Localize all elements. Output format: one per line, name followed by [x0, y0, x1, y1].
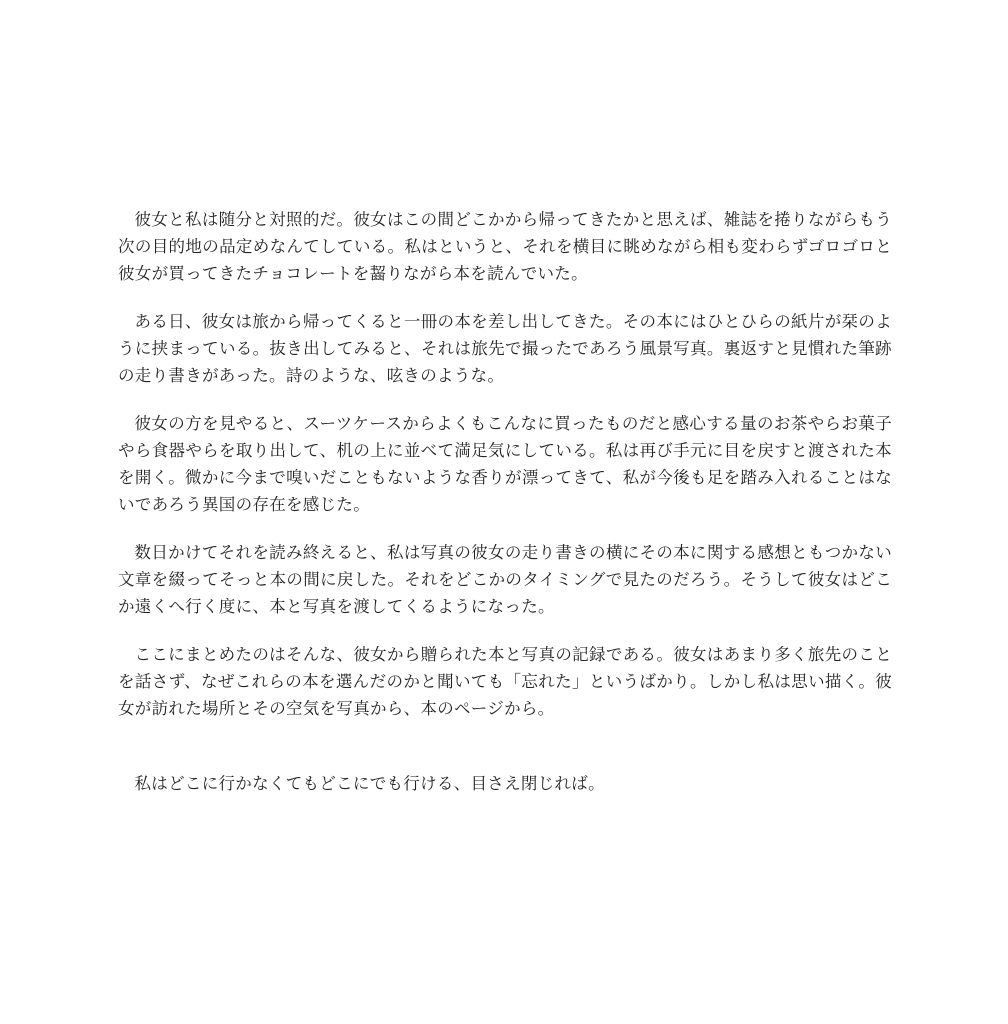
document-body	[118, 206, 892, 818]
paragraph-1: 彼女と私は随分と対照的だ。彼女はこの間どこかから帰ってきたかと思えば、雑誌を捲りながらもう次の目的地の品定めなんてしている。私はというと、それを横目に眺めながら相も変わらずゴロゴロと彼女が買ってきたチョコレートを齧りながら本を読んでいた。	[118, 210, 892, 283]
paragraph-4: 数日かけてそれを読み終えると、私は写真の彼女の走り書きの横にその本に関する感想ともつかない文章を綴ってそっと本の間に戻した。それをどこかのタイミングで見たのだろう。そうして彼女はどこか遠くへ行く度に、本と写真を渡してくるようになった。	[118, 543, 892, 616]
paragraph-5: ここにまとめたのはそんな、彼女から贈られた本と写真の記録である。彼女はあまり多く旅先のことを話さず、なぜこれらの本を選んだのかと聞いても「忘れた」というばかり。しかし私は思い描く。彼女が訪れた場所とその空気を写真から、本のページから。	[118, 645, 892, 718]
closing-line: 私はどこに行かなくてもどこにでも行ける、目さえ閉じれば。	[134, 774, 605, 793]
paragraph-2: ある日、彼女は旅から帰ってくると一冊の本を差し出してきた。その本にはひとひらの紙片が栞のように挟まっている。抜き出してみると、それは旅先で撮ったであろう風景写真。裏返すと見慣れた筆跡の走り書きがあった。詩のような、呟きのような。	[118, 312, 892, 385]
paragraph-3: 彼女の方を見やると、スーツケースからよくもこんなに買ったものだと感心する量のお茶やらお菓子やら食器やらを取り出して、机の上に並べて満足気にしている。私は再び手元に目を戻すと渡された本を開く。微かに今まで嗅いだこともないような香りが漂ってきて、私が今後も足を踏み入れることはないであろう異国の存在を感じた。	[118, 414, 892, 514]
